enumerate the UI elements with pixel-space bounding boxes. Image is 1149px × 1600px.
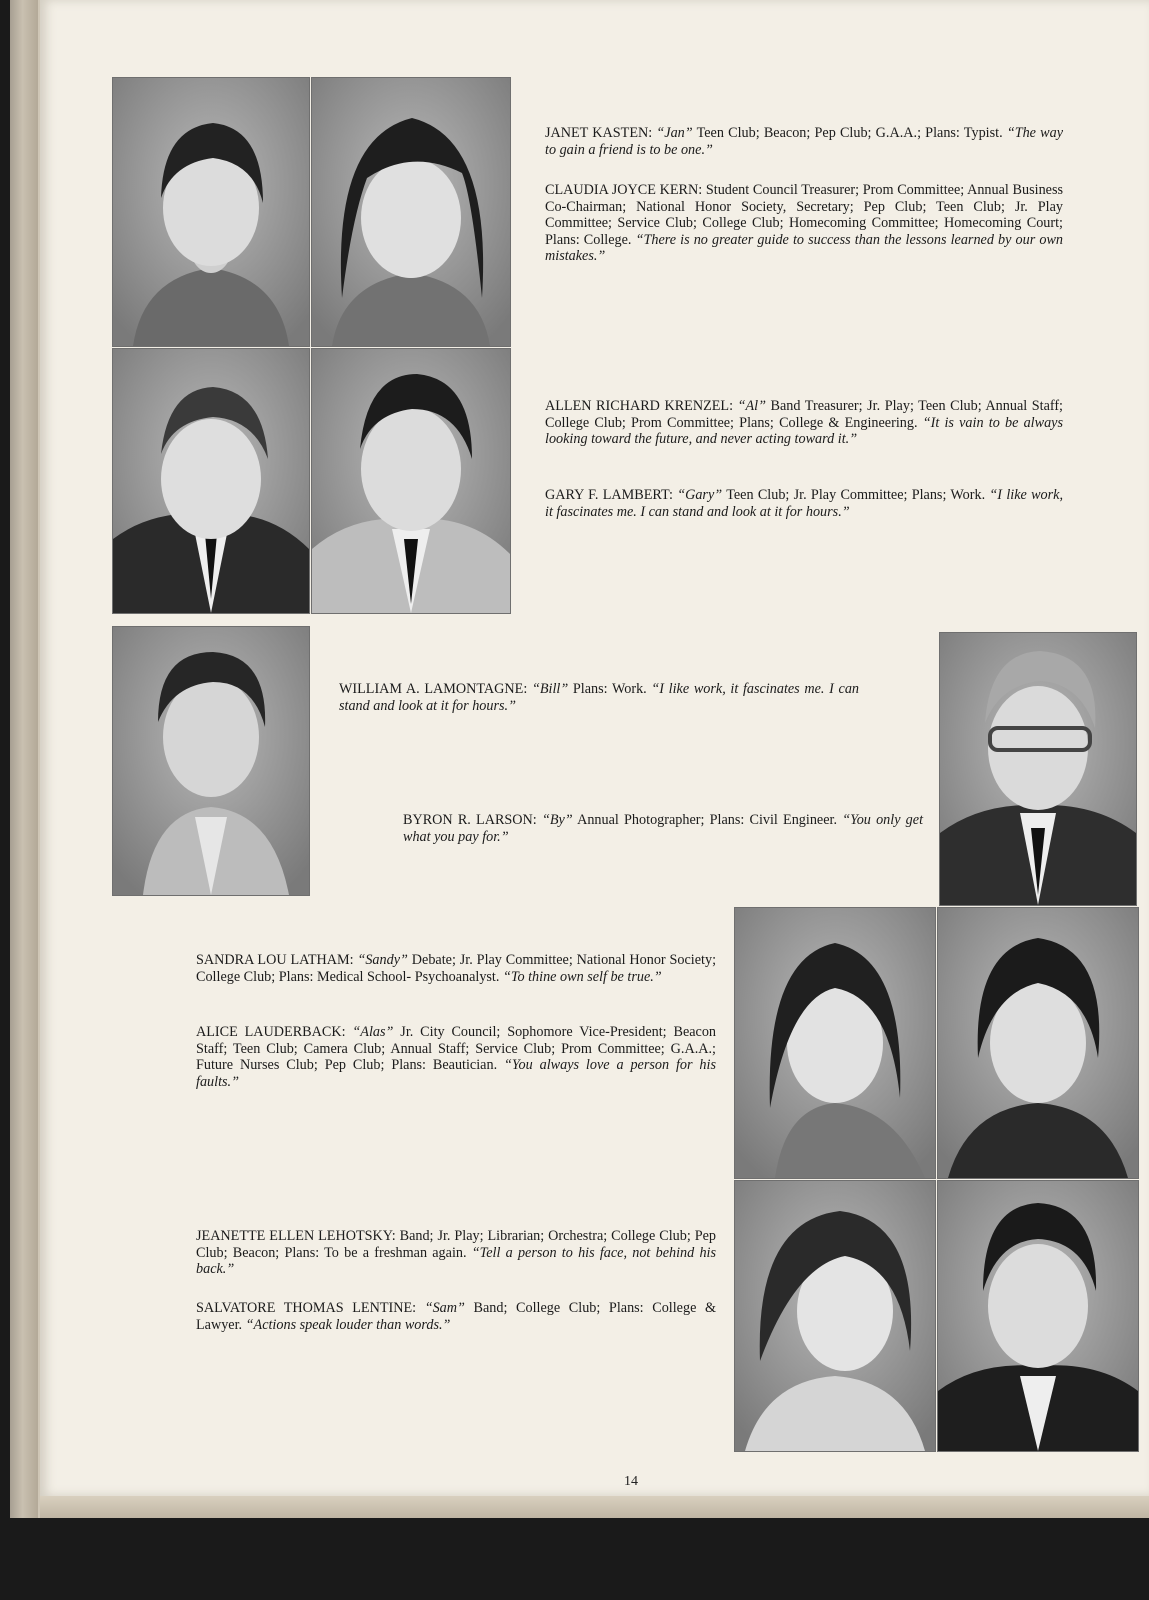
senior-quote: “I like work, it fascinates me. I can stand and look at it for hours.”	[545, 487, 1063, 520]
portrait-william-lamontagne	[112, 626, 310, 896]
senior-nickname: “Sam”	[424, 1300, 465, 1316]
bio-sandra-latham	[196, 952, 716, 985]
portrait-alice-lauderback	[937, 907, 1139, 1179]
senior-nickname: “By”	[541, 812, 573, 828]
senior-nickname: “Bill”	[531, 681, 569, 697]
senior-name: JANET KASTEN:	[545, 125, 653, 141]
senior-name: BYRON R. LARSON:	[403, 812, 537, 828]
senior-activities: Band; Jr. Play; Librarian; Orchestra; College Club; Pep Club; Beacon; Plans: To be a freshman again.	[196, 1228, 716, 1261]
senior-nickname: “Gary”	[677, 487, 723, 503]
senior-nickname: “Al”	[737, 398, 766, 414]
senior-quote: “I like work, it fascinates me. I can stand and look at it for hours.”	[339, 681, 860, 714]
senior-quote: “It is vain to be always looking toward the future, and never acting toward it.”	[545, 414, 1063, 447]
bio-jeanette-lehotsky	[196, 1228, 716, 1278]
senior-name: SALVATORE THOMAS LENTINE:	[196, 1300, 417, 1316]
senior-activities: Student Council Treasurer; Prom Committee; Annual Business Co-Chairman; National Honor Society, Secretary; Pep Club; Teen Club; Jr. Play Committee; Service Club; College Club; Homecoming Committee; Homecoming Court; Plans: College.	[545, 182, 1064, 248]
portrait-claudia-kern	[311, 77, 511, 347]
bio-salvatore-lentine	[196, 1300, 716, 1333]
senior-quote: “You only get what you pay for.”	[403, 812, 924, 845]
senior-name: CLAUDIA JOYCE KERN:	[545, 182, 703, 198]
senior-activities: Teen Club; Beacon; Pep Club; G.A.A.; Plans: Typist.	[696, 125, 1003, 141]
senior-activities: Debate; Jr. Play Committee; National Honor Society; College Club; Plans: Medical School- Psychoanalyst.	[196, 952, 717, 985]
bio-byron-larson	[403, 812, 923, 845]
portrait-janet-kasten	[112, 77, 310, 347]
bio-allen-krenzel	[545, 398, 1063, 448]
senior-quote: “Actions speak louder than words.”	[245, 1316, 451, 1333]
senior-name: ALLEN RICHARD KRENZEL:	[545, 398, 734, 414]
senior-quote: “To thine own self be true.”	[502, 968, 662, 985]
senior-nickname: “Alas”	[352, 1024, 394, 1040]
senior-activities: Band Treasurer; Jr. Play; Teen Club; Annual Staff; College Club; Prom Committee; Plans; College & Engineering.	[545, 398, 1064, 431]
senior-quote: “The way to gain a friend is to be one.”	[545, 125, 1064, 158]
portrait-byron-larson	[939, 632, 1137, 906]
senior-name: ALICE LAUDERBACK:	[196, 1024, 346, 1040]
senior-quote: “You always love a person for his faults.”	[196, 1057, 716, 1090]
senior-activities: Jr. City Council; Sophomore Vice-President; Beacon Staff; Teen Club; Camera Club; Annual Staff; Service Club; Prom Committee; G.A.A.; Future Nurses Club; Pep Club; Plans: Beautician.	[196, 1024, 717, 1073]
page-number: 14	[624, 1474, 638, 1489]
bio-janet-kasten	[545, 125, 1063, 158]
senior-quote: “Tell a person to his face, not behind his back.”	[196, 1244, 716, 1277]
senior-quote: “There is no greater guide to success than the lessons learned by our own mistakes.”	[545, 231, 1063, 264]
portrait-allen-krenzel	[112, 348, 310, 614]
senior-nickname: “Sandy”	[357, 952, 408, 968]
bio-claudia-kern	[545, 182, 1063, 265]
portrait-salvatore-lentine	[937, 1180, 1139, 1452]
page-edge	[40, 1496, 1149, 1518]
senior-activities: Plans: Work.	[572, 681, 647, 697]
portrait-jeanette-lehotsky	[734, 1180, 936, 1452]
senior-name: SANDRA LOU LATHAM:	[196, 952, 354, 968]
senior-activities: Band; College Club; Plans: College & Lawyer.	[196, 1300, 717, 1333]
senior-name: GARY F. LAMBERT:	[545, 487, 673, 503]
portrait-sandra-latham	[734, 907, 936, 1179]
senior-activities: Teen Club; Jr. Play Committee; Plans; Work.	[726, 487, 986, 503]
senior-activities: Annual Photographer; Plans: Civil Engineer.	[577, 812, 838, 828]
senior-name: JEANETTE ELLEN LEHOTSKY:	[196, 1228, 396, 1244]
book-spine	[10, 0, 38, 1518]
senior-nickname: “Jan”	[656, 125, 693, 141]
senior-name: WILLIAM A. LAMONTAGNE:	[339, 681, 528, 697]
bio-alice-lauderback	[196, 1024, 716, 1090]
bio-gary-lambert	[545, 487, 1063, 520]
bio-william-lamontagne	[339, 681, 859, 714]
portrait-gary-lambert	[311, 348, 511, 614]
